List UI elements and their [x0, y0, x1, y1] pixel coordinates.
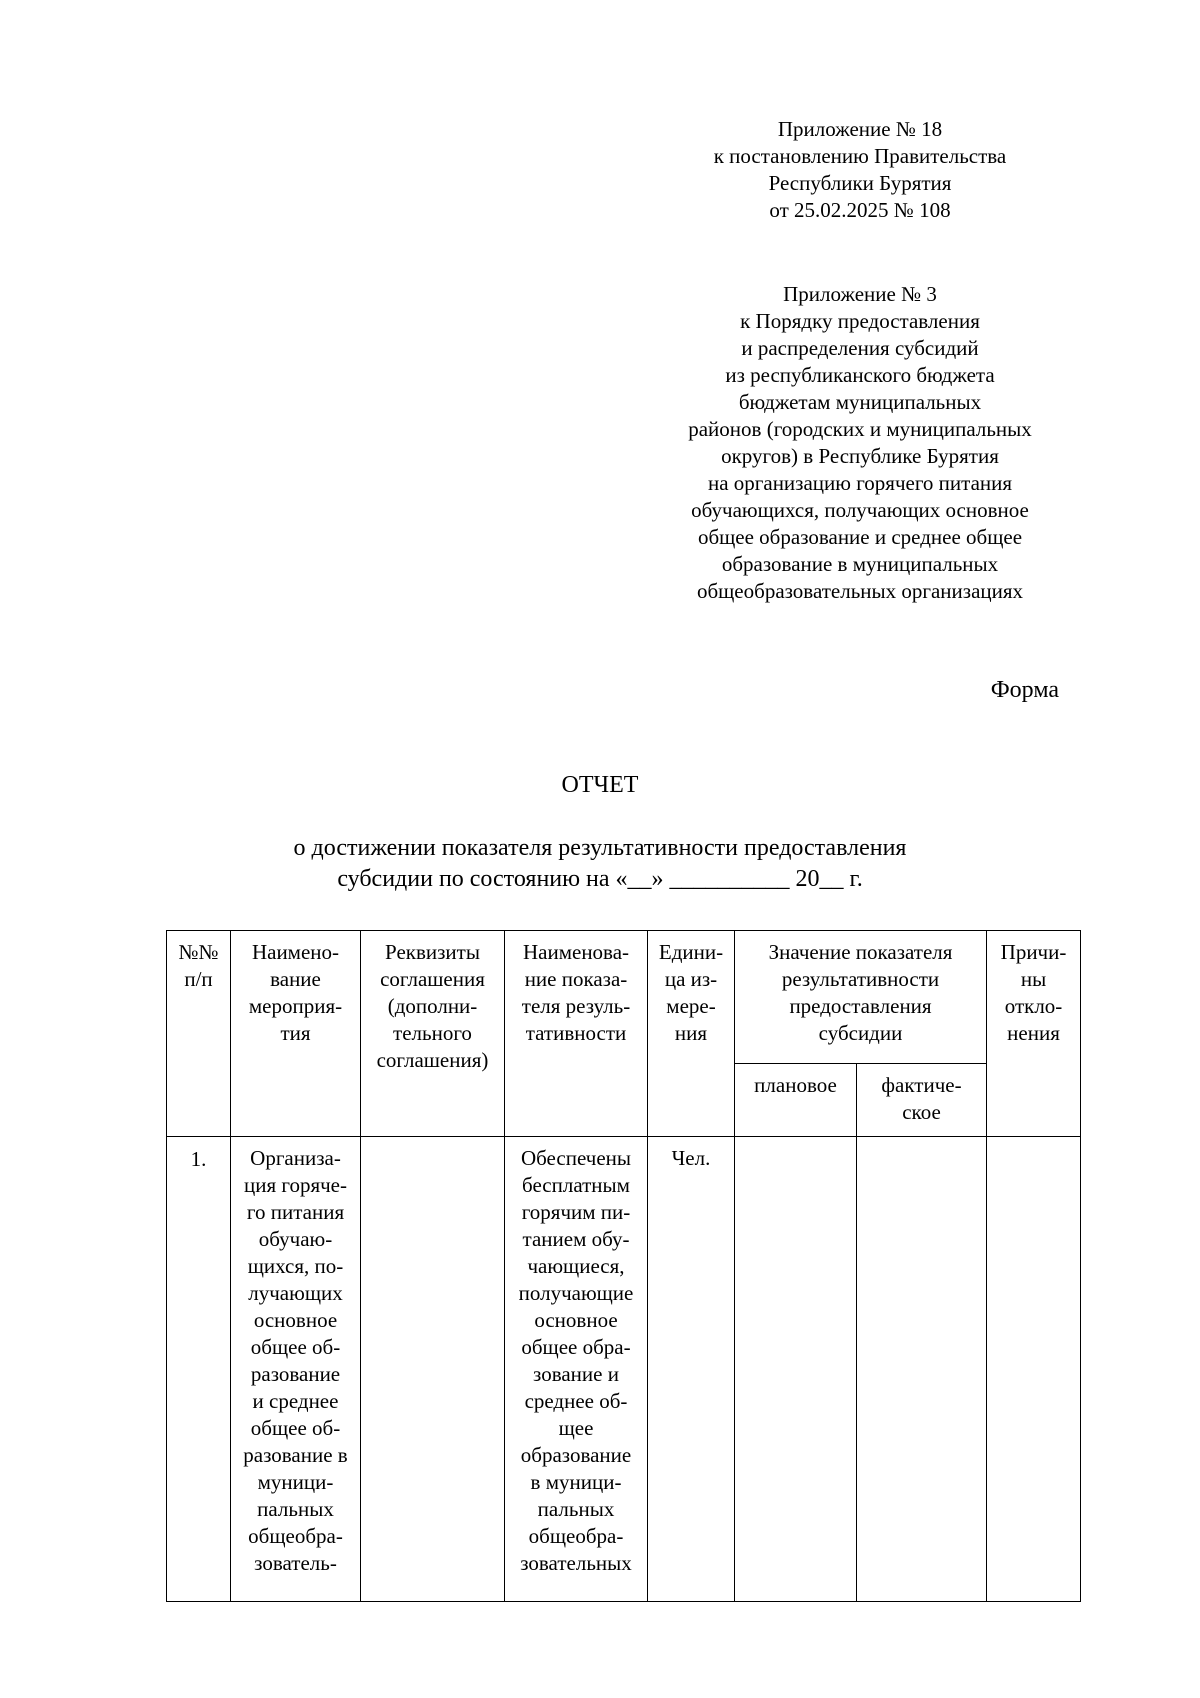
- form-label: Форма: [990, 677, 1059, 703]
- text-line: пальных: [537, 1497, 615, 1521]
- text-line: среднее об-: [524, 1389, 628, 1413]
- text-line: щихся, по-: [247, 1254, 344, 1278]
- text-line: в муници-: [530, 1470, 622, 1494]
- text-line: мероприя-: [248, 994, 343, 1018]
- text-line: тельного: [393, 1021, 472, 1045]
- text-line: Реквизиты: [385, 940, 480, 964]
- text-line: к Порядку предоставления: [740, 309, 980, 333]
- cell-num: 1.: [167, 1137, 231, 1602]
- text-line: районов (городских и муниципальных: [688, 417, 1032, 441]
- text-line: Наимено-: [251, 940, 340, 964]
- text-line: округов) в Республике Бурятия: [721, 444, 999, 468]
- text-line: общеобразовательных организациях: [696, 579, 1024, 603]
- text-line: го питания: [246, 1200, 345, 1224]
- text-line: бюджетам муниципальных: [738, 390, 982, 414]
- cell-actual: [857, 1137, 987, 1602]
- text-line: Приложение № 18: [777, 117, 943, 141]
- text-line: образование в муниципальных: [721, 552, 999, 576]
- text-line: из республиканского бюджета: [725, 363, 995, 387]
- cell-indicator-name: [505, 1137, 648, 1602]
- table-row: [167, 1137, 1081, 1602]
- text-line: плановое: [754, 1073, 837, 1098]
- text-line: зователь-: [254, 1551, 337, 1575]
- text-line: тативности: [525, 1021, 627, 1045]
- text-line: мере-: [666, 994, 716, 1018]
- header-planned: [735, 1064, 857, 1137]
- text-line: и среднее: [252, 1389, 339, 1413]
- report-title: ОТЧЕТ: [561, 772, 639, 798]
- text-line: №№: [178, 940, 219, 964]
- text-line: субсидии: [818, 1021, 903, 1045]
- text-line: Республики Бурятия: [768, 171, 952, 195]
- text-line: Наименова-: [522, 940, 630, 964]
- text-line: обучающихся, получающих основное: [691, 498, 1029, 522]
- text-line: обучаю-: [258, 1227, 333, 1251]
- header-event-name: [231, 931, 361, 1137]
- text-line: чающиеся,: [527, 1254, 625, 1278]
- cell-agreement: [361, 1137, 505, 1602]
- header-reasons: [987, 931, 1081, 1137]
- text-line: ния: [674, 1021, 708, 1045]
- header-agreement: [361, 931, 505, 1137]
- text-line: ция горяче-: [243, 1173, 347, 1197]
- text-line: на организацию горячего питания: [707, 471, 1013, 495]
- text-line: общее обра-: [521, 1335, 631, 1359]
- header-num: [167, 931, 231, 1137]
- text-line: фактиче-: [881, 1073, 962, 1098]
- text-line: общее об-: [250, 1335, 341, 1359]
- text-line: соглашения): [376, 1048, 489, 1072]
- text-line: пальных: [257, 1497, 334, 1521]
- text-line: Чел.: [671, 1146, 711, 1170]
- text-line: результативности: [781, 967, 940, 991]
- text-line: общеобра-: [248, 1524, 343, 1548]
- text-line: о достижении показателя результативности предоставления: [293, 835, 907, 861]
- text-line: Едини-: [658, 940, 724, 964]
- text-line: Причи-: [1000, 940, 1067, 964]
- text-line: зовательных: [520, 1551, 632, 1575]
- text-line: к постановлению Правительства: [713, 144, 1007, 168]
- text-line: предоставления: [789, 994, 932, 1018]
- cell-reasons: [987, 1137, 1081, 1602]
- text-line: нения: [1007, 1021, 1060, 1045]
- text-line: основное: [253, 1308, 338, 1332]
- text-line: ны: [1020, 967, 1047, 991]
- cell-planned: [735, 1137, 857, 1602]
- cell-event-name: [231, 1137, 361, 1602]
- text-line: соглашения: [380, 967, 485, 991]
- text-line: танием обу-: [522, 1227, 630, 1251]
- header-indicator-value: [735, 931, 987, 1064]
- text-line: от 25.02.2025 № 108: [769, 198, 951, 222]
- text-line: щее: [558, 1416, 594, 1440]
- text-line: общее образование и среднее общее: [697, 525, 1023, 549]
- appendix-3-header: [640, 281, 1080, 605]
- cell-unit: [648, 1137, 735, 1602]
- text-line: основное: [534, 1308, 618, 1332]
- text-line: разование: [250, 1362, 341, 1386]
- text-line: п/п: [184, 967, 213, 991]
- text-line: ца из-: [664, 967, 718, 991]
- header-actual: [857, 1064, 987, 1137]
- text-line: ское: [902, 1100, 941, 1125]
- text-line: горячим пи-: [521, 1200, 631, 1224]
- header-unit: [648, 931, 735, 1137]
- text-line: общее об-: [250, 1416, 341, 1440]
- table-header-row: [167, 931, 1081, 1064]
- text-line: Приложение № 3: [783, 282, 937, 306]
- text-line: разование в: [243, 1443, 348, 1467]
- appendix-18-header: [640, 116, 1080, 224]
- text-line: тия: [280, 1021, 311, 1045]
- text-line: вание: [270, 967, 321, 991]
- text-line: муници-: [257, 1470, 334, 1494]
- text-line: лучающих: [248, 1281, 343, 1305]
- text-line: ние показа-: [524, 967, 628, 991]
- text-line: субсидии по состоянию на «__» __________ 20__ г.: [337, 866, 863, 892]
- text-line: получающие: [518, 1281, 634, 1305]
- text-line: бесплатным: [522, 1173, 630, 1197]
- text-line: Обеспечены: [520, 1146, 631, 1170]
- text-line: зование и: [533, 1362, 619, 1386]
- text-line: откло-: [1004, 994, 1063, 1018]
- text-line: Значение показателя: [768, 940, 953, 964]
- text-line: образование: [520, 1443, 632, 1467]
- report-table: [166, 930, 1081, 1602]
- text-line: и распределения субсидий: [741, 336, 979, 360]
- text-line: (дополни-: [387, 994, 478, 1018]
- header-indicator-name: [505, 931, 648, 1137]
- report-subtitle: [200, 833, 1000, 895]
- text-line: Организа-: [250, 1146, 341, 1170]
- text-line: общеобра-: [528, 1524, 624, 1548]
- text-line: теля резуль-: [521, 994, 631, 1018]
